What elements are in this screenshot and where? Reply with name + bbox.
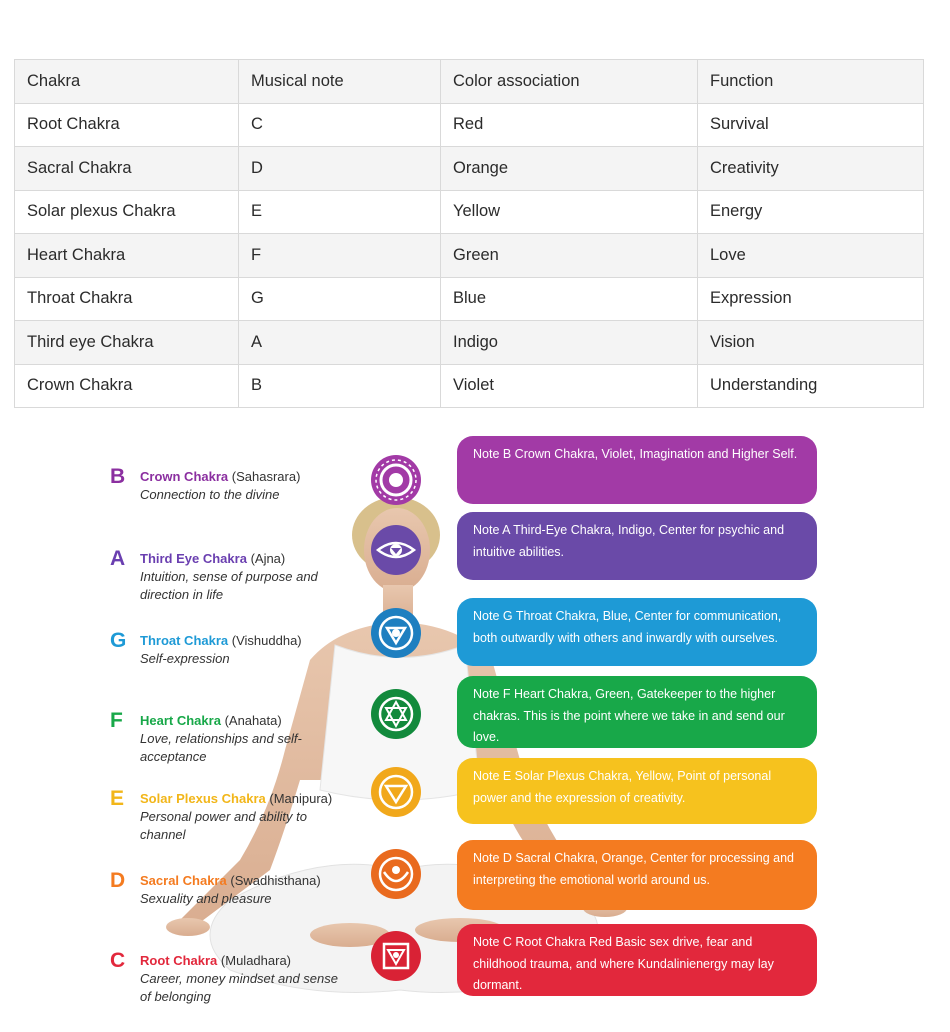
note-letter: E [110,787,125,810]
chakra-name: Solar Plexus Chakra [140,791,266,806]
table-cell: C [239,103,441,147]
chakra-name: Crown Chakra [140,469,229,484]
crown-chakra-icon [370,454,422,506]
table-cell: D [239,147,441,191]
table-cell: Red [441,103,698,147]
note-f-pill: Note F Heart Chakra, Green, Gatekeeper to the higher chakras. This is the point where we take in and send our love. [457,676,817,748]
chakra-table [14,59,924,408]
chakra-sanskrit: (Anahata) [224,713,282,728]
table-row [15,234,924,278]
note-letter: F [110,709,123,732]
table-cell: B [239,364,441,408]
chakra-desc: Self-expression [140,651,230,666]
chakra-sanskrit: (Ajna) [250,551,286,566]
chakra-sanskrit: (Sahasrara) [231,469,301,484]
table-cell: Third eye Chakra [15,321,239,365]
note-letter: C [110,949,126,972]
table-cell: Blue [441,277,698,321]
table-cell: Understanding [698,364,924,408]
table-cell: Sacral Chakra [15,147,239,191]
header-cell: Chakra [15,60,239,104]
chakra-desc: Career, money mindset and sense of belonging [140,971,338,1004]
table-cell: Vision [698,321,924,365]
chakra-desc: Intuition, sense of purpose and direction in life [140,569,318,602]
note-letter: A [110,547,126,570]
chakra-sanskrit: (Manipura) [269,791,333,806]
chakra-desc: Connection to the divine [140,487,280,502]
table-cell: Throat Chakra [15,277,239,321]
solar-plexus-chakra-icon [370,766,422,818]
table-cell: Creativity [698,147,924,191]
table-cell: Orange [441,147,698,191]
table-cell: F [239,234,441,278]
chakra-sanskrit: (Swadhisthana) [230,873,321,888]
chakra-desc: Sexuality and pleasure [140,891,272,906]
table-cell: Love [698,234,924,278]
chakra-sanskrit: (Vishuddha) [231,633,302,648]
chakra-title [140,790,332,808]
chakra-title [140,468,300,486]
root-chakra-icon [370,930,422,982]
note-g-pill: Note G Throat Chakra, Blue, Center for communication, both outwardly with others and inwardly with ourselves. [457,598,817,666]
chakra-title [140,632,302,650]
chakra-name: Throat Chakra [140,633,229,648]
note-b-pill: Note B Crown Chakra, Violet, Imagination and Higher Self. [457,436,817,504]
chakra-desc: Love, relationships and self-acceptance [140,731,302,764]
header-cell: Musical note [239,60,441,104]
chakra-title [140,712,282,730]
table-cell: A [239,321,441,365]
note-letter: G [110,629,127,652]
note-a-pill: Note A Third-Eye Chakra, Indigo, Center for psychic and intuitive abilities. [457,512,817,580]
note-e-pill: Note E Solar Plexus Chakra, Yellow, Point of personal power and the expression of creativity. [457,758,817,824]
chakra-name: Root Chakra [140,953,218,968]
table-cell: Indigo [441,321,698,365]
table-row [15,364,924,408]
chakra-sanskrit: (Muladhara) [220,953,292,968]
table-cell: Crown Chakra [15,364,239,408]
table-cell: Heart Chakra [15,234,239,278]
table-header-row [15,60,924,104]
table-cell: Green [441,234,698,278]
note-d-pill: Note D Sacral Chakra, Orange, Center for processing and interpreting the emotional world around us. [457,840,817,910]
third-eye-chakra-icon [370,524,422,576]
table-cell: G [239,277,441,321]
chakra-title [140,872,321,890]
table-cell: Expression [698,277,924,321]
table-row [15,103,924,147]
note-letter: B [110,465,126,488]
table-cell: Root Chakra [15,103,239,147]
note-letter: D [110,869,126,892]
chakra-name: Heart Chakra [140,713,221,728]
table-row [15,321,924,365]
chakra-infographic [100,430,840,1020]
table-row [15,277,924,321]
table-cell: Yellow [441,190,698,234]
table-row [15,190,924,234]
chakra-title [140,550,285,568]
header-cell: Color association [441,60,698,104]
chakra-title [140,952,291,970]
chakra-desc: Personal power and ability to channel [140,809,307,842]
note-c-pill: Note C Root Chakra Red Basic sex drive, fear and childhood trauma, and where Kundalinienergy may lay dormant. [457,924,817,996]
table-cell: Violet [441,364,698,408]
chakra-name: Third Eye Chakra [140,551,247,566]
table-cell: Energy [698,190,924,234]
sacral-chakra-icon [370,848,422,900]
table-cell: Survival [698,103,924,147]
chakra-name: Sacral Chakra [140,873,227,888]
heart-chakra-icon [370,688,422,740]
table-row [15,147,924,191]
throat-chakra-icon [370,607,422,659]
table-cell: E [239,190,441,234]
header-cell: Function [698,60,924,104]
table-cell: Solar plexus Chakra [15,190,239,234]
